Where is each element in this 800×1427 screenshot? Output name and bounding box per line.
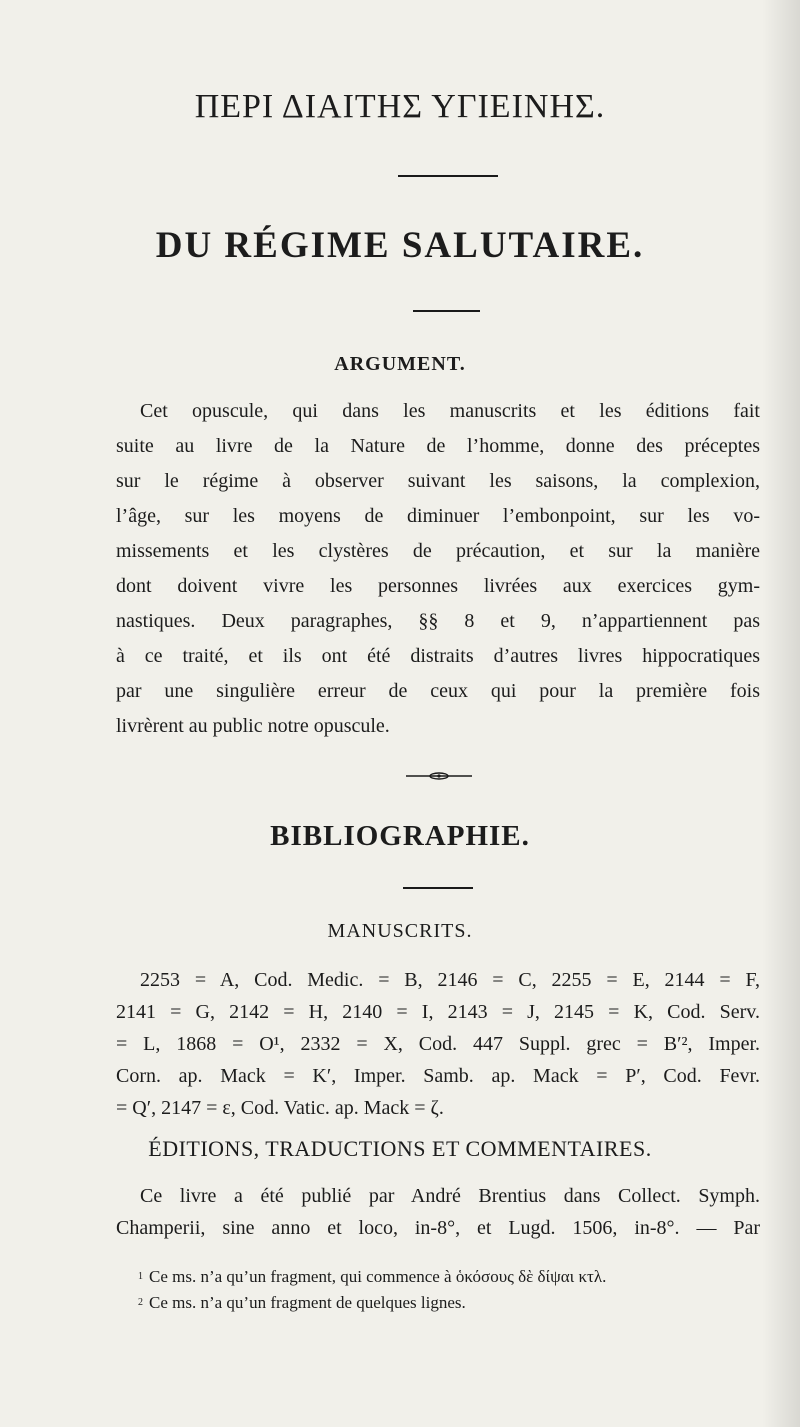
argument-line: dont doivent vivre les personnes livrées aux exercices gym- <box>116 575 760 597</box>
editions-heading: ÉDITIONS, TRADUCTIONS ET COMMENTAIRES. <box>148 1136 652 1161</box>
bibliographie-divider <box>403 887 473 889</box>
argument-line: nastiques. Deux paragraphes, §§ 8 et 9, n’appartiennent pas <box>116 610 760 632</box>
argument-line: missements et les clystères de précaution, et sur la manière <box>116 540 760 562</box>
footnote-1 <box>138 1266 606 1288</box>
title-divider <box>398 175 498 177</box>
manuscrits-line: = L, 1868 = O¹, 2332 = X, Cod. 447 Suppl. grec = B′², Imper. <box>116 1033 760 1055</box>
editions-line: Champerii, sine anno et loco, in-8°, et Lugd. 1506, in-8°. — Par <box>116 1217 760 1239</box>
manuscrits-line: = Q′, 2147 = ε, Cod. Vatic. ap. Mack = ζ. <box>116 1097 444 1119</box>
footnote-2 <box>138 1292 466 1314</box>
subtitle-divider <box>413 310 480 312</box>
argument-line: à ce traité, et ils ont été distraits d’autres livres hippocratiques <box>116 645 760 667</box>
footnote-mark: 2 <box>138 1297 143 1308</box>
french-title: DU RÉGIME SALUTAIRE. <box>155 225 645 266</box>
manuscrits-line: 2253 = A, Cod. Medic. = B, 2146 = C, 2255 = E, 2144 = F, <box>140 969 760 991</box>
argument-heading: ARGUMENT. <box>334 353 466 375</box>
greek-title: ΠΕΡΙ ΔΙΑΙΤΗΣ ΥΓΙΕΙΝΗΣ. <box>194 88 606 125</box>
argument-line: livrèrent au public notre opuscule. <box>116 715 390 737</box>
ornament-divider <box>404 768 474 784</box>
footnote-text: Ce ms. n’a qu’un fragment, qui commence à ὁκόσους δὲ δίψαι κτλ. <box>149 1267 607 1286</box>
editions-line: Ce livre a été publié par André Brentius dans Collect. Symph. <box>140 1185 760 1207</box>
argument-line: par une singulière erreur de ceux qui pour la première fois <box>116 680 760 702</box>
manuscrits-line: 2141 = G, 2142 = H, 2140 = I, 2143 = J, 2145 = K, Cod. Serv. <box>116 1001 760 1023</box>
manuscrits-heading: MANUSCRITS. <box>327 920 473 942</box>
argument-line: l’âge, sur les moyens de diminuer l’embonpoint, sur les vo- <box>116 505 760 527</box>
bibliographie-heading: BIBLIOGRAPHIE. <box>270 820 530 852</box>
footnote-text: Ce ms. n’a qu’un fragment de quelques lignes. <box>149 1293 466 1312</box>
footnote-mark: 1 <box>138 1271 143 1282</box>
argument-line: Cet opuscule, qui dans les manuscrits et les éditions fait <box>140 400 760 422</box>
argument-line: sur le régime à observer suivant les saisons, la complexion, <box>116 470 760 492</box>
page-edge-shadow <box>762 0 800 1427</box>
manuscrits-line: Corn. ap. Mack = K′, Imper. Samb. ap. Mack = P′, Cod. Fevr. <box>116 1065 760 1087</box>
argument-line: suite au livre de la Nature de l’homme, donne des préceptes <box>116 435 760 457</box>
